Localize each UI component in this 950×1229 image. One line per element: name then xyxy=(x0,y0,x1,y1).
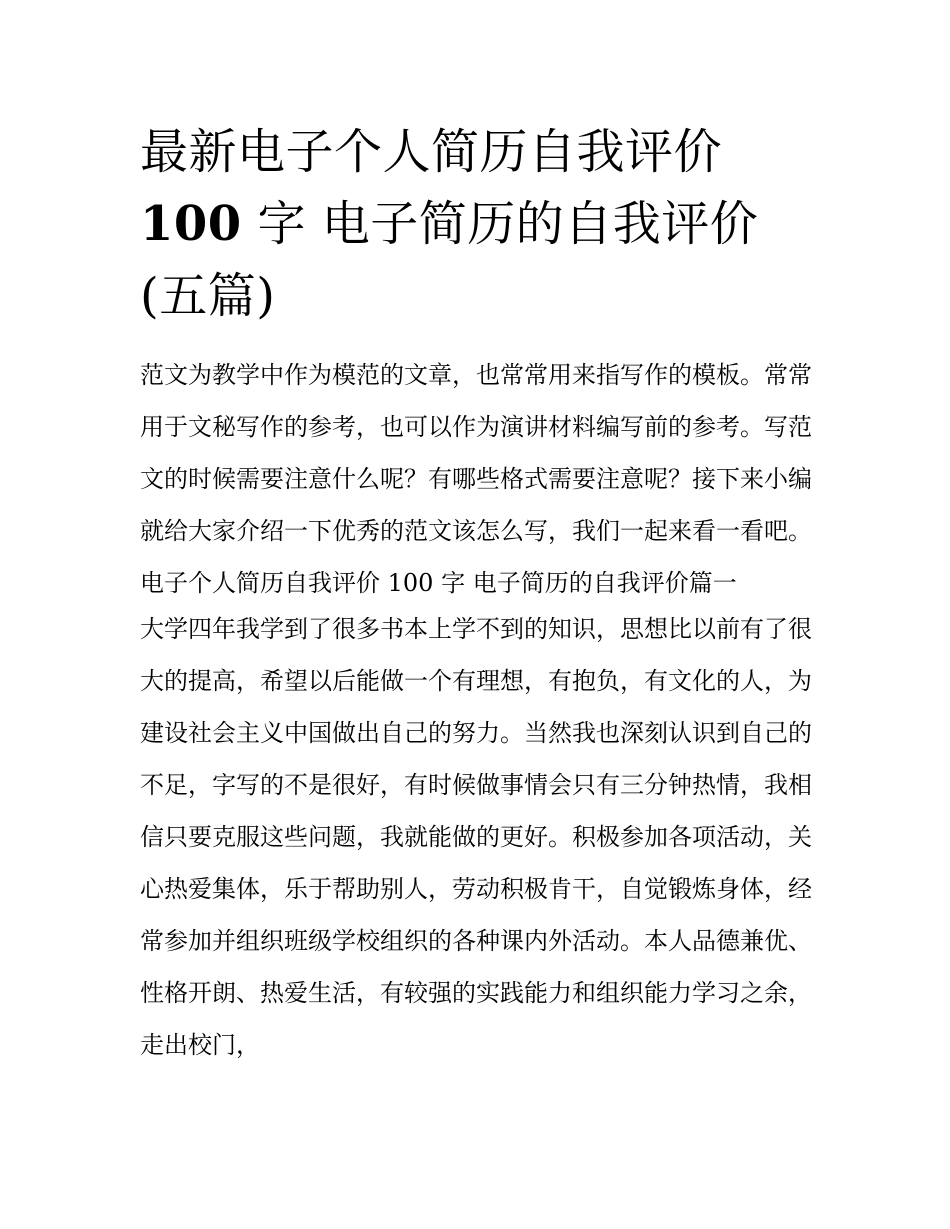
intro-paragraph: 范文为教学中作为模范的文章，也常常用来指写作的模板。常常用于文秘写作的参考，也可以作为演讲材料编写前的参考。写范文的时候需要注意什么呢？有哪些格式需要注意呢？接下来小编就给大家介绍一下优秀的范文该怎么写，我们一起来看一看吧。 xyxy=(140,361,812,545)
document-body xyxy=(140,349,812,1071)
title-text-part1: 最新电子个人简历自我评价 xyxy=(140,124,723,180)
document-content xyxy=(140,116,812,1071)
title-text-part2: 字 电子简历的自我评价(五篇) xyxy=(140,196,759,324)
section-body-paragraph: 大学四年我学到了很多书本上学不到的知识，思想比以前有了很大的提高，希望以后能做一个有理想，有抱负，有文化的人，为建设社会主义中国做出自己的努力。当然我也深刻认识到自己的不足，字写的不是很好，有时候做事情会只有三分钟热情，我相信只要克服这些问题，我就能做的更好。积极参加各项活动，关心热爱集体，乐于帮助别人，劳动积极肯干，自觉锻炼身体，经常参加并组织班级学校组织的各种课内外活动。本人品德兼优、性格开朗、热爱生活，有较强的实践能力和组织能力学习之余，走出校门， xyxy=(140,615,812,1059)
title-number: 100 xyxy=(140,196,242,252)
section-heading: 电子个人简历自我评价 100 字 电子简历的自我评价篇一 xyxy=(140,569,737,597)
document-title xyxy=(140,116,812,332)
